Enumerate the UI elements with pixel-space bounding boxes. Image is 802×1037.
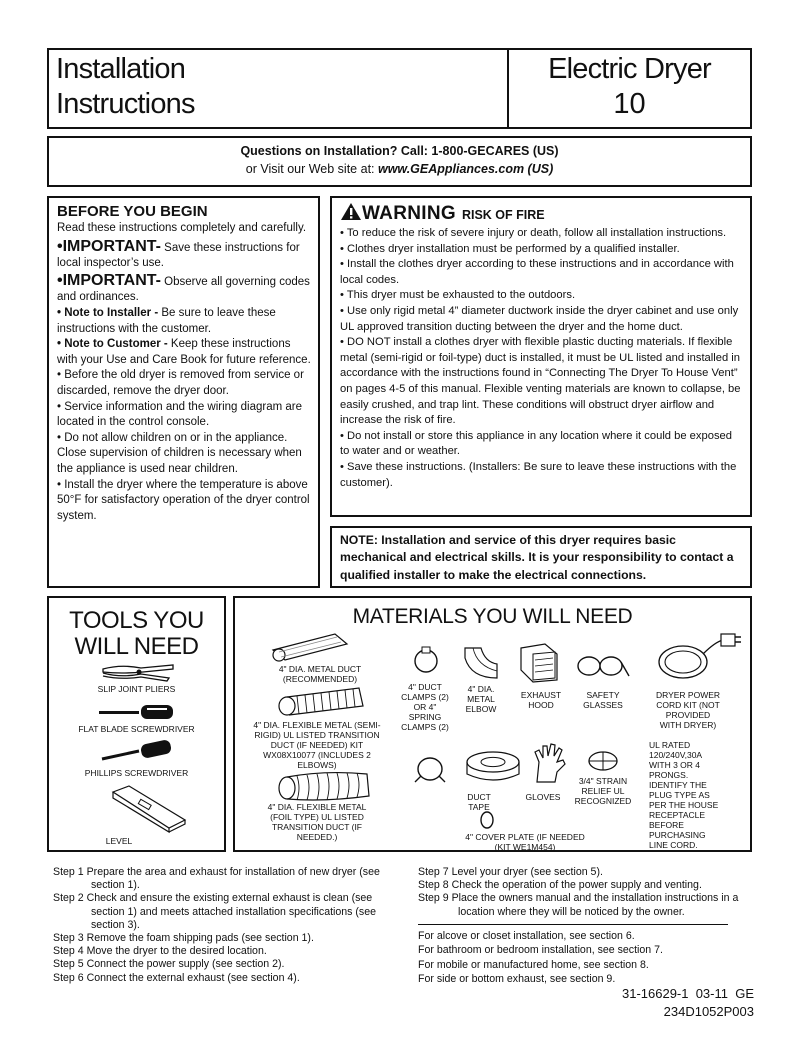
elbow-icon — [461, 644, 501, 680]
step-item — [53, 945, 398, 958]
cover-plate-label: 4" COVER PLATE (IF NEEDED (KIT WE1M454) — [465, 832, 585, 852]
warning-box — [330, 196, 752, 517]
step-text: Prepare the area and exhaust for installation of new dryer (see section 1). — [86, 866, 380, 892]
duct-tape-icon — [463, 748, 523, 788]
step-number: Step 2 — [53, 892, 84, 905]
reference-item: For mobile or manufactured home, see section 8. — [418, 958, 649, 971]
warning-item: • Save these instructions. (Installers: Be sure to leave these instructions with the customer). — [340, 460, 737, 489]
step-text: Connect the power supply (see section 2). — [86, 958, 285, 971]
step-text: Connect the external exhaust (see section 4). — [86, 971, 300, 984]
before-intro: Read these instructions completely and carefully. — [57, 222, 307, 234]
clamps-label: 4" DUCT CLAMPS (2) OR 4" SPRING CLAMPS (2) — [401, 682, 449, 732]
product-title-line1: Electric Dryer — [548, 53, 711, 85]
flat-screwdriver-label: FLAT BLADE SCREWDRIVER — [78, 724, 195, 734]
before-title: BEFORE YOU BEGIN — [57, 203, 208, 220]
important-1 — [57, 239, 312, 272]
gloves-icon — [529, 742, 569, 786]
step-text: Place the owners manual and the installation instructions in a location where they will be noticed by the owner. — [451, 892, 739, 918]
warning-item: • Install the clothes dryer according to these instructions and in accordance with local codes. — [340, 258, 734, 286]
note-installer-text: Be sure to leave these instructions with the customer. — [57, 306, 276, 335]
phillips-screwdriver-icon — [99, 740, 177, 766]
materials-title: MATERIALS YOU WILL NEED — [352, 605, 633, 628]
product-title-line2: 10 — [613, 88, 646, 120]
safety-glasses-label: SAFETY GLASSES — [583, 690, 623, 710]
tools-box — [47, 596, 226, 852]
warning-item: • Do not install or store this appliance in any location where it could be exposed to water and or weather. — [340, 429, 732, 458]
important-2 — [57, 273, 312, 306]
step-item — [53, 866, 398, 892]
step-number: Step 1 — [53, 866, 84, 878]
before-bullet-4: • Install the dryer where the temperature is above 50°F for satisfactory operation of the dryer control system. — [57, 478, 310, 522]
semi-rigid-duct-label: 4" DIA. FLEXIBLE METAL (SEMI-RIGID) UL LISTED TRANSITION DUCT (IF NEEDED) KIT WX08X10077 (INCLUDES 2 ELBOWS) — [253, 720, 381, 770]
step-text: Move the dryer to the desired location. — [86, 945, 267, 958]
step-number: Step 5 — [53, 958, 84, 971]
step-number: Step 9 — [418, 892, 449, 905]
step-item — [418, 866, 752, 879]
steps-right — [418, 866, 752, 919]
contact-phone: Questions on Installation? Call: 1-800-GECARES (US) — [240, 144, 559, 158]
warning-triangle-icon — [340, 202, 362, 221]
warning-item: • Clothes dryer installation must be performed by a qualified installer. — [340, 242, 680, 255]
contact-web-url[interactable]: www.GEAppliances.com (US) — [377, 162, 554, 176]
step-item — [53, 972, 398, 985]
note-box — [330, 526, 752, 588]
step-item — [53, 892, 398, 932]
warning-item: • DO NOT install a clothes dryer with flexible plastic ducting materials. If flexible metal (semi-rigid or foil-type) duct is installed, it must be UL listed and installed in accordance with the instructions found in “Connecting The Dryer To House Vent” on pages 4-5 of this manual. Flexible venting materials are known to collapse, be easily crushed, and trap lint. These conditions will obstruct dryer airflow and increase the risk of fire. — [340, 336, 741, 427]
tools-title-line2: WILL NEED — [74, 633, 199, 660]
warning-item: • Use only rigid metal 4” diameter ductwork inside the dryer cabinet and use only UL approved transition ducting between the dryer and the home duct. — [340, 304, 739, 333]
steps-divider — [418, 924, 728, 925]
step-item — [53, 958, 398, 971]
materials-box — [233, 596, 752, 852]
level-icon — [109, 784, 189, 834]
warning-list — [340, 226, 744, 491]
rigid-duct-icon — [265, 630, 355, 664]
contact-box — [47, 136, 752, 187]
spring-clamp-icon — [413, 754, 447, 784]
warning-item: • This dryer must be exhausted to the outdoors. — [340, 289, 576, 302]
important-2-text: Observe all governing codes and ordinances. — [57, 275, 310, 304]
step-number: Step 6 — [53, 971, 84, 984]
page-title-line2: Instructions — [56, 88, 195, 120]
rigid-duct-label: 4" DIA. METAL DUCT (RECOMMENDED) — [278, 664, 362, 684]
section-references — [418, 929, 752, 987]
reference-item: For bathroom or bedroom installation, see section 7. — [418, 944, 663, 957]
flat-screwdriver-icon — [97, 702, 177, 722]
step-item — [418, 892, 752, 918]
cover-plate-icon — [477, 810, 497, 830]
before-bullet-1: • Before the old dryer is removed from service or discarded, remove the dryer door. — [57, 369, 304, 397]
important-1-label: •IMPORTANT- — [57, 237, 161, 255]
header-box — [47, 48, 752, 129]
foil-duct-icon — [275, 768, 375, 804]
step-number: Step 8 — [418, 879, 449, 892]
steps-left — [53, 866, 398, 985]
exhaust-hood-icon — [517, 640, 561, 684]
step-text: Remove the foam shipping pads (see section 1). — [86, 932, 314, 945]
step-text: Check and ensure the existing external exhaust is clean (see section 1) and meets attached installation specifications (see section 3). — [86, 892, 377, 931]
level-label: LEVEL — [105, 836, 133, 846]
pliers-icon — [101, 660, 175, 682]
warning-subtitle: RISK OF FIRE — [461, 208, 545, 222]
strain-relief-label: 3/4" STRAIN RELIEF UL RECOGNIZED — [574, 776, 632, 806]
safety-glasses-icon — [575, 650, 631, 684]
strain-relief-icon — [585, 748, 621, 774]
before-bullet-3: • Do not allow children on or in the appliance. Close supervision of children is necessary when the appliance is used near children. — [57, 431, 302, 475]
warning-title: WARNING — [362, 203, 456, 224]
note-text: NOTE: Installation and service of this dryer requires basic mechanical and electrical skills. It is your responsibility to contact a qualified installer to make the electrical connections. — [340, 533, 734, 582]
note-installer-label: • Note to Installer - — [57, 306, 159, 319]
power-cord-label: DRYER POWER CORD KIT (NOT PROVIDED WITH DRYER) — [655, 690, 721, 730]
before-bullet-2: • Service information and the wiring diagram are located in the control console. — [57, 400, 303, 429]
step-number: Step 7 — [418, 866, 449, 878]
note-customer-text: Keep these instructions with your Use and Care Book for future reference. — [57, 338, 311, 366]
reference-item: For side or bottom exhaust, see section 9. — [418, 973, 616, 986]
elbow-label: 4" DIA. METAL ELBOW — [465, 684, 497, 714]
step-text: Check the operation of the power supply and venting. — [451, 879, 702, 892]
note-customer-label: • Note to Customer - — [57, 338, 168, 351]
foil-duct-label: 4" DIA. FLEXIBLE METAL (FOIL TYPE) UL LISTED TRANSITION DUCT (IF NEEDED.) — [267, 802, 367, 842]
title-section — [49, 50, 509, 127]
document-code: 31-16629-1 03-11 GE — [621, 986, 754, 1001]
important-2-label: •IMPORTANT- — [57, 271, 161, 289]
contact-web — [49, 162, 750, 176]
step-number: Step 4 — [53, 945, 84, 958]
warning-item: • To reduce the risk of severe injury or death, follow all installation instructions. — [340, 227, 727, 239]
semi-rigid-duct-icon — [275, 684, 371, 718]
note-customer — [57, 337, 312, 368]
important-1-text: Save these instructions for local inspector’s use. — [57, 241, 300, 270]
gloves-label: GLOVES — [525, 792, 561, 802]
page-title-line1: Installation — [56, 53, 186, 85]
step-text: Level your dryer (see section 5). — [451, 866, 603, 878]
step-number: Step 3 — [53, 932, 84, 945]
power-cord-icon — [653, 628, 743, 684]
reference-item: For alcove or closet installation, see section 6. — [418, 930, 635, 942]
note-installer — [57, 306, 312, 337]
pliers-label: SLIP JOINT PLIERS — [97, 684, 176, 694]
step-item — [418, 879, 752, 892]
exhaust-hood-label: EXHAUST HOOD — [520, 690, 562, 710]
part-number: 234D1052P003 — [663, 1004, 754, 1019]
duct-clamp-icon — [411, 646, 441, 676]
warning-header — [340, 202, 744, 226]
before-you-begin-box — [47, 196, 320, 588]
contact-web-prefix: or Visit our Web site at: — [245, 162, 378, 176]
tools-title-line1: TOOLS YOU — [69, 607, 204, 634]
power-cord-note: UL RATED 120/240V,30A WITH 3 OR 4 PRONGS. IDENTIFY THE PLUG TYPE AS PER THE HOUSE RECEPTACLE BEFORE PURCHASING LINE CORD. — [649, 740, 719, 850]
duct-tape-label: DUCT TAPE — [467, 792, 491, 812]
step-item — [53, 932, 398, 945]
phillips-screwdriver-label: PHILLIPS SCREWDRIVER — [84, 768, 189, 778]
